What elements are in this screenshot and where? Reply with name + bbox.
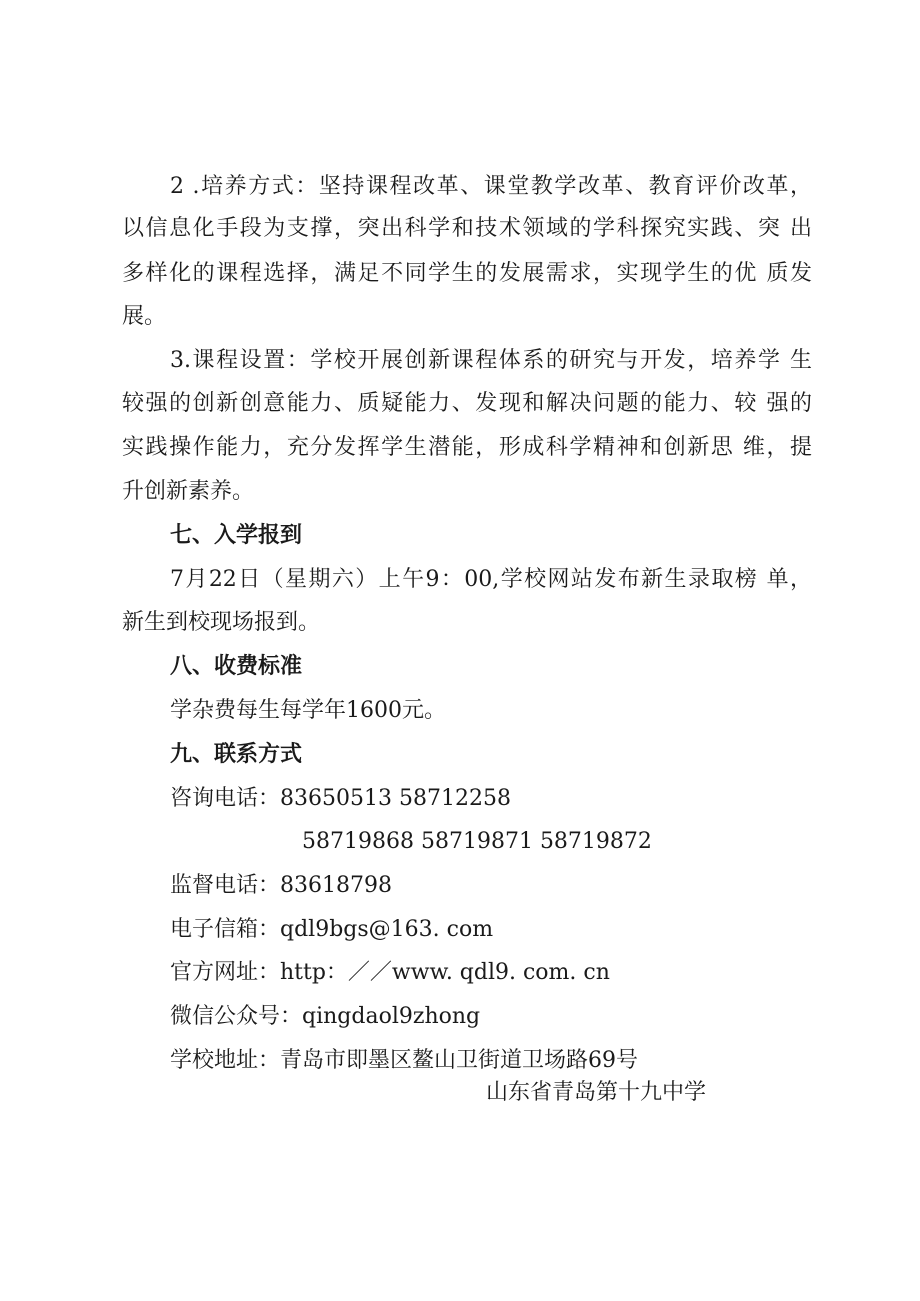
section2-line-1: 2 .培养方式：坚持课程改革、课堂教学改革、教育评价改革，: [170, 174, 812, 199]
enrollment-line-1: 7月22日（星期六）上午9：00,学校网站发布新生录取榜 单，: [170, 567, 812, 592]
fees-text: 学杂费每生每学年1600元。: [170, 698, 446, 723]
contact-heading: 九、联系方式: [170, 742, 303, 767]
enrollment-heading: 七、入学报到: [170, 523, 303, 548]
section3-line-2: 较强的创新创意能力、质疑能力、发现和解决问题的能力、较 强的: [122, 391, 812, 416]
consult-phone: 咨询电话：83650513 58712258: [170, 786, 511, 811]
section2-line-2: 以信息化手段为支撑，突出科学和技术领域的学科探究实践、突 出: [122, 216, 812, 241]
consult-phone-more: 58719868 58719871 58719872: [302, 829, 652, 854]
section2-line-4: 展。: [122, 304, 167, 329]
section2-line-3: 多样化的课程选择，满足不同学生的发展需求，实现学生的优 质发: [122, 261, 812, 286]
website: 官方网址：http：／／www. qdl9. com. cn: [170, 960, 610, 985]
school-signature: 山东省青岛第十九中学: [486, 1080, 707, 1105]
enrollment-line-2: 新生到校现场报到。: [122, 610, 321, 635]
address: 学校地址：青岛市即墨区鳌山卫街道卫场路69号: [170, 1048, 638, 1073]
section3-line-1: 3.课程设置：学校开展创新课程体系的研究与开发，培养学 生: [170, 348, 812, 373]
section3-line-3: 实践操作能力，充分发挥学生潜能，形成科学精神和创新思 维，提: [122, 435, 812, 460]
supervise-phone: 监督电话：83618798: [170, 873, 392, 898]
wechat: 微信公众号：qingdaol9zhong: [170, 1004, 481, 1029]
fees-heading: 八、收费标准: [170, 654, 303, 679]
email: 电子信箱：qdl9bgs@163. com: [170, 917, 494, 942]
section3-line-4: 升创新素养。: [122, 479, 255, 504]
